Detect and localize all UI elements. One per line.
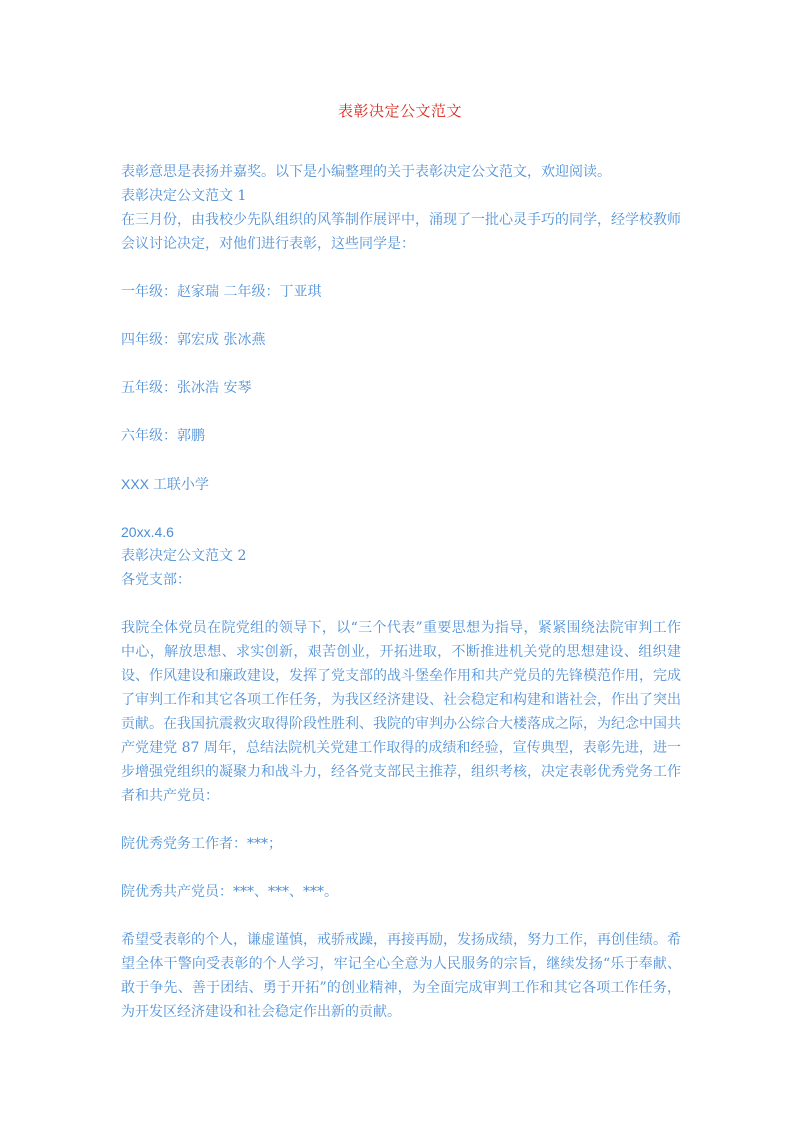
award-line-1: 院优秀党务工作者：***； <box>121 836 282 852</box>
intro-paragraph: 表彰意思是表扬并嘉奖。以下是小编整理的关于表彰决定公文范文，欢迎阅读。 <box>121 164 611 180</box>
sample2-paragraph-2: 希望受表彰的个人，谦虚谨慎，戒骄戒躁，再接再励，发扬成绩，努力工作，再创佳绩。希望全体干警向受表彰的个人学习，牢记全心全意为人民服务的宗旨，继续发扬“乐于奉献、敢于争先、善于团结、勇于开拓”的创业精神，为全面完成审判工作和其它各项工作任务，为开发区经济建设和社会稳定作出新的贡献。 <box>121 932 681 1020</box>
sample2-salutation: 各党支部： <box>121 572 191 588</box>
sample2-paragraph-1: 我院全体党员在院党组的领导下，以“三个代表”重要思想为指导，紧紧围绕法院审判工作中心，解放思想、求实创新，艰苦创业，开拓进取，不断推进机关党的思想建设、组织建设、作风建设和廉政建设，发挥了党支部的战斗堡垒作用和共产党员的先锋模范作用，完成了审判工作和其它各项工作任务，为我区经济建设、社会稳定和构建和谐社会，作出了突出贡献。在我国抗震救灾取得阶段性胜利、我院的审判办公综合大楼落成之际，为纪念中国共产党建党 87 周年，总结法院机关党建工作取得的成绩和经验，宣传典型，表彰先进，进一步增强党组织的凝聚力和战斗力，经各党支部民主推荐，组织考核，决定表彰优秀党务工作者和共产党员： <box>121 620 681 804</box>
sample1-paragraph: 在三月份，由我校少先队组织的风筝制作展评中，涌现了一批心灵手巧的同学，经学校教师会议讨论决定，对他们进行表彰，这些同学是： <box>121 212 681 252</box>
award-line-2: 院优秀共产党员：***、***、***。 <box>121 884 338 900</box>
grade-line-2: 四年级：郭宏成 张冰燕 <box>121 332 266 348</box>
grade-line-4: 六年级：郭鹏 <box>121 428 205 444</box>
document-body <box>121 160 681 1024</box>
sample1-date: 20xx.4.6 <box>121 524 174 540</box>
sample2-heading: 表彰决定公文范文 2 <box>121 548 247 564</box>
document-title: 表彰决定公文范文 <box>337 102 462 120</box>
school-signature: XXX 工联小学 <box>121 476 209 492</box>
grade-line-3: 五年级：张冰浩 安琴 <box>121 380 252 396</box>
grade-line-1: 一年级：赵家瑞 二年级：丁亚琪 <box>121 284 322 300</box>
sample1-heading: 表彰决定公文范文 1 <box>121 188 247 204</box>
